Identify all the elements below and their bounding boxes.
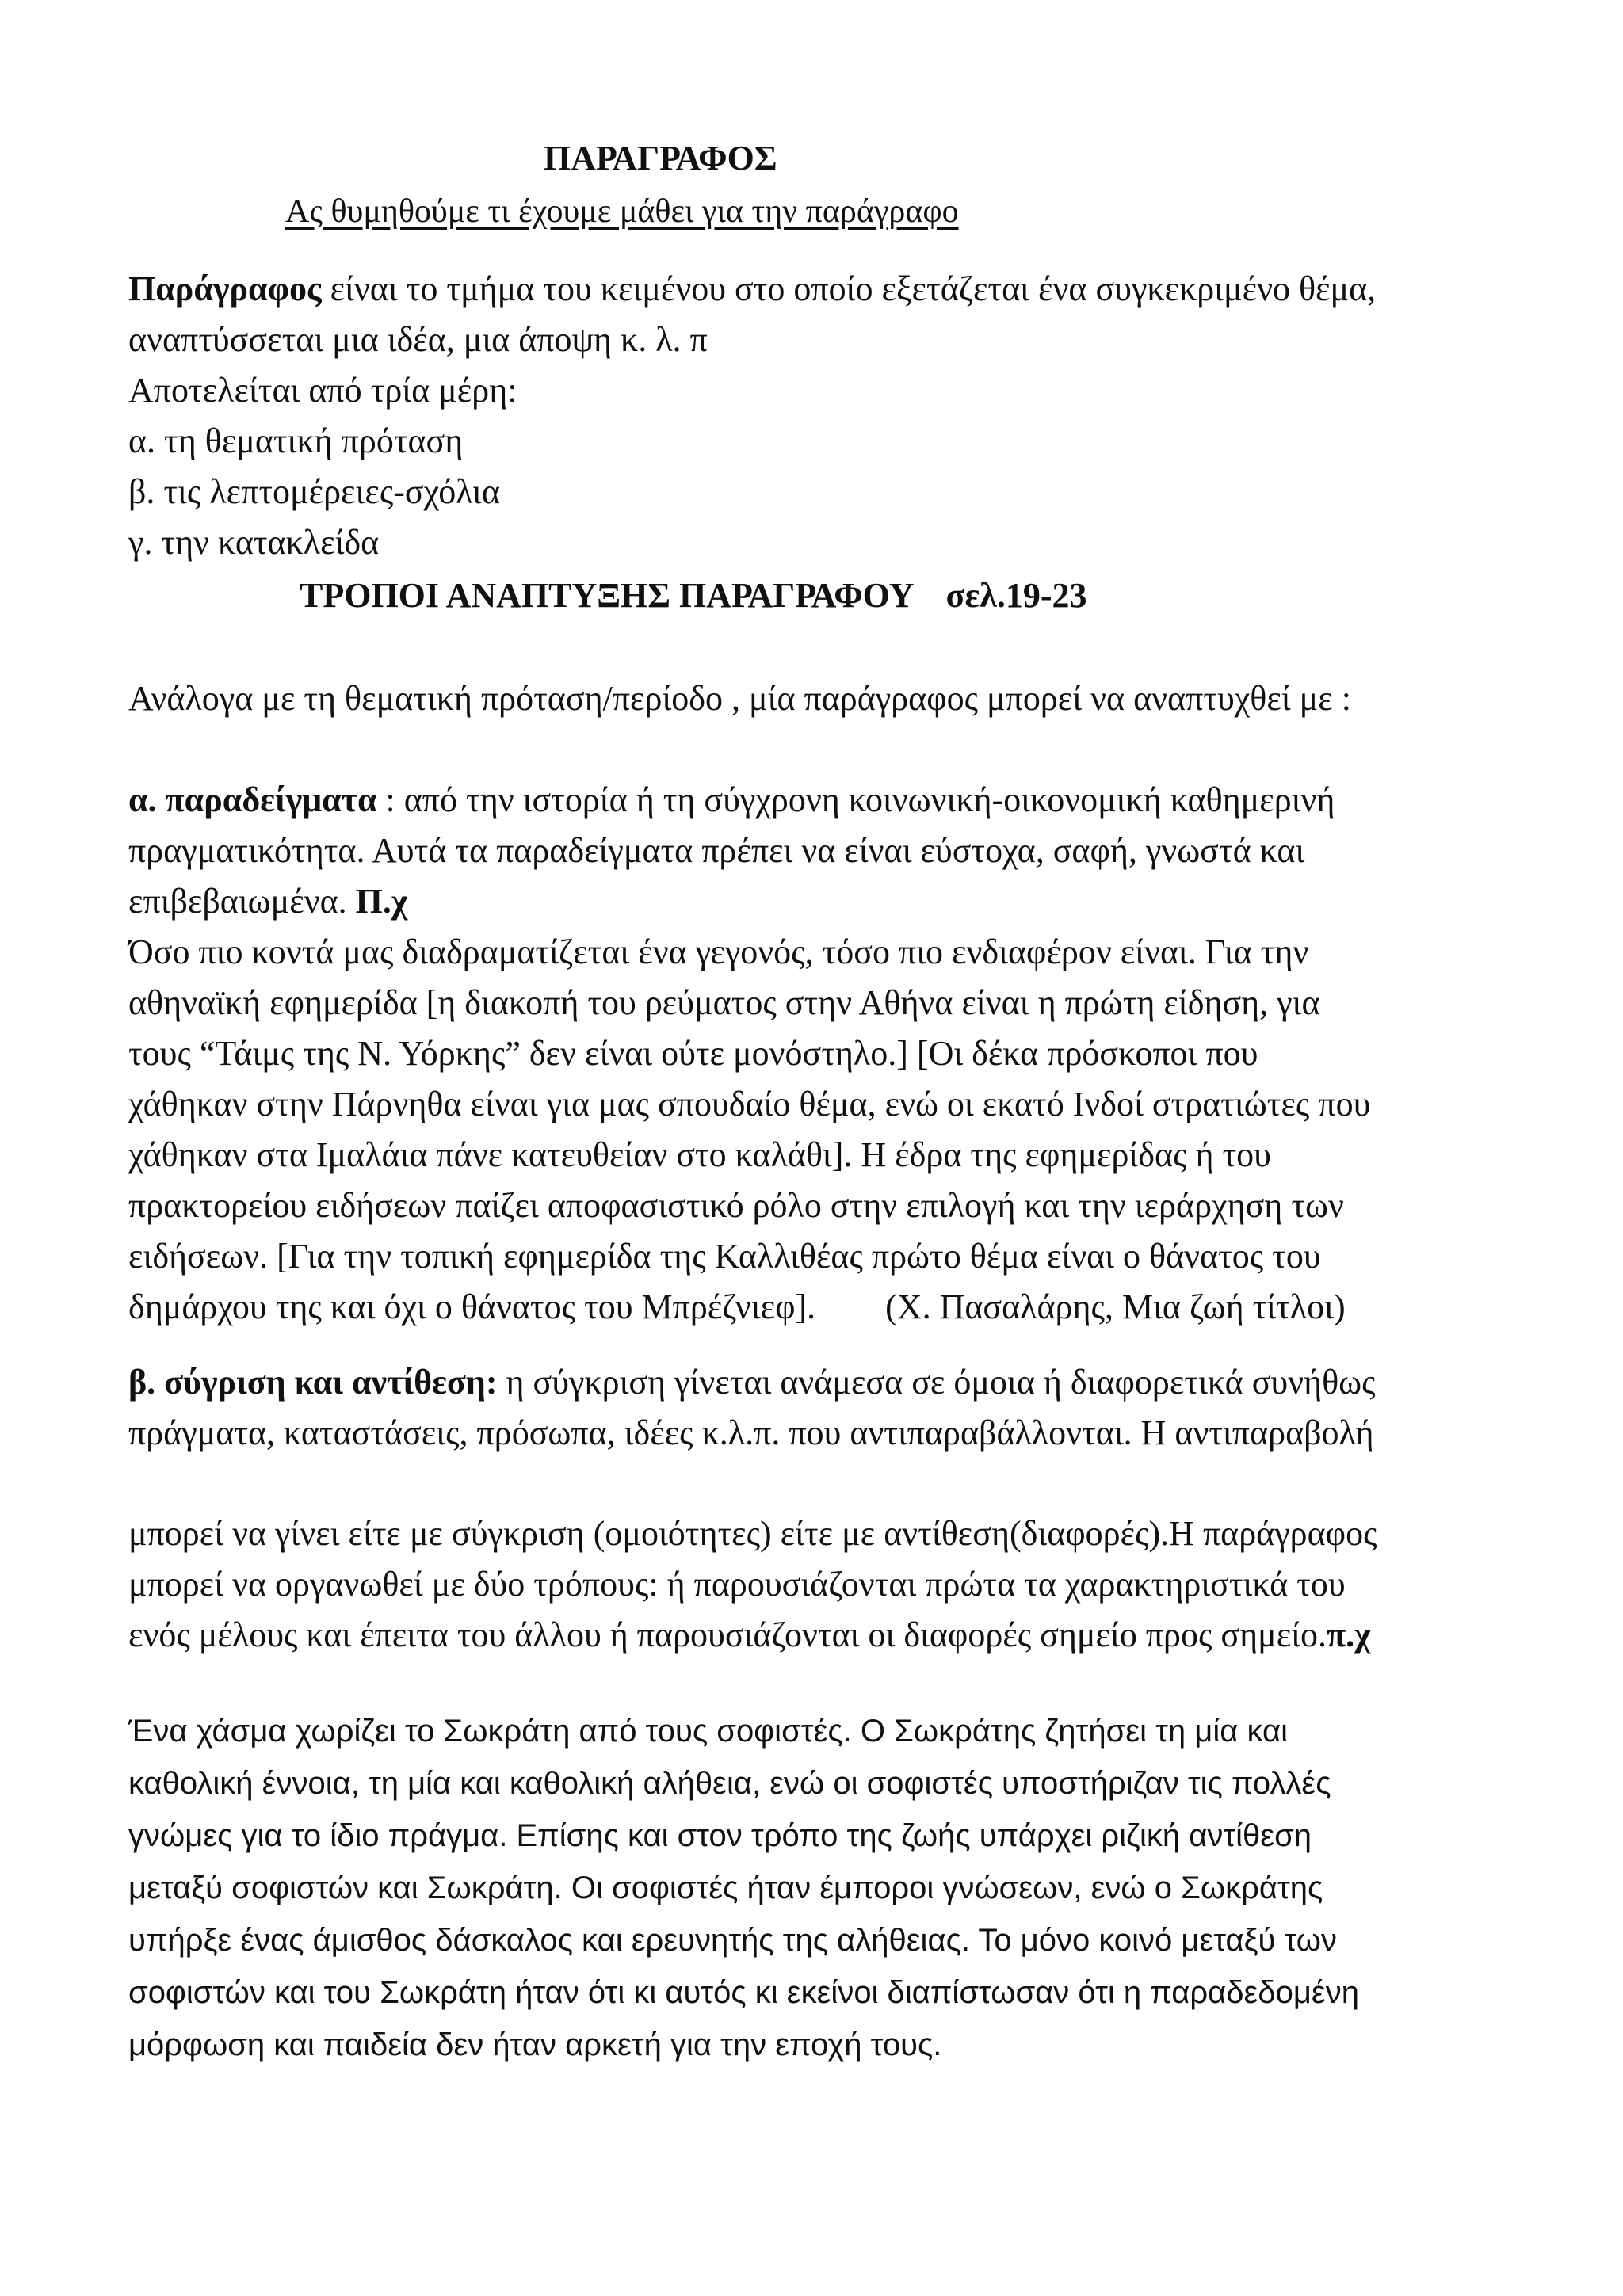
part-item-b: β. τις λεπτομέρειες-σχόλια bbox=[128, 472, 500, 511]
comparison-line-5 bbox=[128, 1610, 1507, 1661]
comparison-label: β. σύγριση και αντίθεση: bbox=[128, 1363, 498, 1402]
comparison-section bbox=[128, 1357, 1507, 1459]
example-last-line bbox=[128, 1282, 1507, 1333]
example-last-line-text: δημάρχου της και όχι ο θάνατος του Μπρέζνιεφ]. bbox=[128, 1287, 816, 1326]
socrates-line: υπήρξε ένας άμισθος δάσκαλος και ερευνητής της αλήθειας. Το μόνο κοινό μεταξύ των bbox=[128, 1923, 1337, 1958]
examples-label: α. παραδείγματα bbox=[128, 780, 377, 819]
examples-line-2: πραγματικότητα. Αυτά τα παραδείγματα πρέπει να είναι εύστοχα, σαφή, γνωστά και bbox=[128, 831, 1305, 870]
example-line: ειδήσεων. [Για την τοπική εφημερίδα της Καλλιθέας πρώτο θέμα είναι ο θάνατος του bbox=[128, 1237, 1321, 1276]
part-item-c: γ. την κατακλείδα bbox=[128, 523, 380, 562]
example-citation: (Χ. Πασαλάρης, Μια ζωή τίτλοι) bbox=[885, 1287, 1346, 1326]
definition-line-3: Αποτελείται από τρία μέρη: bbox=[128, 371, 517, 410]
examples-line-3 bbox=[128, 876, 1507, 927]
methods-heading-text: ΤΡΟΠΟΙ ΑΝΑΠΤΥΞΗΣ ΠΑΡΑΓΡΑΦΟΥ bbox=[300, 576, 915, 615]
example-line: αθηναϊκή εφημερίδα [η διακοπή του ρεύματος στην Αθήνα είναι η πρώτη είδηση, για bbox=[128, 983, 1320, 1022]
definition-term: Παράγραφος bbox=[128, 269, 322, 308]
definition-block bbox=[128, 264, 1507, 568]
socrates-line: γνώμες για το ίδιο πράγμα. Επίσης και στον τρόπο της ζωής υπάρχει ριζική αντίθεση bbox=[128, 1818, 1312, 1853]
part-item-a: α. τη θεματική πρόταση bbox=[128, 421, 464, 460]
examples-line-1 bbox=[128, 775, 1507, 826]
methods-heading bbox=[300, 570, 1087, 621]
methods-heading-pages: σελ.19-23 bbox=[945, 576, 1087, 615]
socrates-line: Ένα χάσμα χωρίζει το Σωκράτη από τους σοφιστές. Ο Σωκράτης ζητήσει τη μία και bbox=[128, 1714, 1288, 1749]
example-line: πρακτορείου ειδήσεων παίζει αποφασιστικό ρόλο στην επιλογή και την ιεράρχηση των bbox=[128, 1186, 1344, 1225]
examples-eg-marker: Π.χ bbox=[355, 882, 408, 921]
examples-text: : από την ιστορία ή τη σύγχρονη κοινωνική-οικονομική καθημερινή bbox=[376, 780, 1335, 819]
example-line: τους “Τάιμς της Ν. Υόρκης” δεν είναι ούτε μονόστηλο.] [Οι δέκα πρόσκοποι που bbox=[128, 1034, 1258, 1073]
example-line: χάθηκαν στα Ιμαλάια πάνε κατευθείαν στο καλάθι]. Η έδρα της εφημερίδας ή του bbox=[128, 1135, 1271, 1174]
socrates-line: μεταξύ σοφιστών και Σωκράτη. Οι σοφιστές ήταν έμποροι γνώσεων, ενώ ο Σωκράτης bbox=[128, 1871, 1323, 1905]
definition-text: είναι το τμήμα του κειμένου στο οποίο εξετάζεται ένα συγκεκριμένο θέμα, bbox=[321, 269, 1377, 308]
example-line: Όσο πιο κοντά μας διαδραματίζεται ένα γεγονός, τόσο πιο ενδιαφέρον είναι. Για την bbox=[128, 933, 1309, 971]
socrates-example bbox=[128, 1705, 1523, 2071]
comparison-line-3: μπορεί να γίνει είτε με σύγκριση (ομοιότητες) είτε με αντίθεση(διαφορές).Η παράγραφος bbox=[128, 1514, 1377, 1553]
socrates-line: καθολική έννοια, τη μία και καθολική αλήθεια, ενώ οι σοφιστές υποστήριζαν τις πολλές bbox=[128, 1766, 1331, 1801]
page-subtitle: Ας θυμηθούμε τι έχουμε μάθει για την παράγραφο bbox=[285, 193, 959, 230]
comparison-line-5-text: ενός μέλους και έπειτα του άλλου ή παρουσιάζονται οι διαφορές σημείο προς σημείο. bbox=[128, 1615, 1327, 1654]
comparison-eg-marker: π.χ bbox=[1327, 1615, 1371, 1654]
comparison-continued bbox=[128, 1508, 1507, 1661]
comparison-text: η σύγκριση γίνεται ανάμεσα σε όμοια ή διαφορετικά συνήθως bbox=[497, 1363, 1376, 1402]
comparison-line-4: μπορεί να οργανωθεί με δύο τρόπους: ή παρουσιάζονται πρώτα τα χαρακτηριστικά του bbox=[128, 1565, 1346, 1604]
socrates-line: μόρφωση και παιδεία δεν ήταν αρκετή για την εποχή τους. bbox=[128, 2027, 942, 2062]
definition-line-1 bbox=[128, 264, 1507, 315]
comparison-line-1 bbox=[128, 1357, 1507, 1408]
examples-line-3-text: επιβεβαιωμένα. bbox=[128, 882, 356, 921]
comparison-line-2: πράγματα, καταστάσεις, πρόσωπα, ιδέες κ.λ.π. που αντιπαραβάλλονται. Η αντιπαραβολή bbox=[128, 1413, 1374, 1452]
definition-line-2: αναπτύσσεται μια ιδέα, μια άποψη κ. λ. π bbox=[128, 320, 708, 359]
page-title: ΠΑΡΑΓΡΑΦΟΣ bbox=[544, 139, 777, 177]
example-line: χάθηκαν στην Πάρνηθα είναι για μας σπουδαίο θέμα, ενώ οι εκατό Ινδοί στρατιώτες που bbox=[128, 1085, 1371, 1123]
socrates-line: σοφιστών και του Σωκράτη ήταν ότι κι αυτός κι εκείνοι διαπίστωσαν ότι η παραδεδομένη bbox=[128, 1975, 1360, 2010]
examples-section bbox=[128, 775, 1507, 1333]
intro-sentence: Ανάλογα με τη θεματική πρόταση/περίοδο , μία παράγραφος μπορεί να αναπτυχθεί με : bbox=[128, 679, 1351, 718]
